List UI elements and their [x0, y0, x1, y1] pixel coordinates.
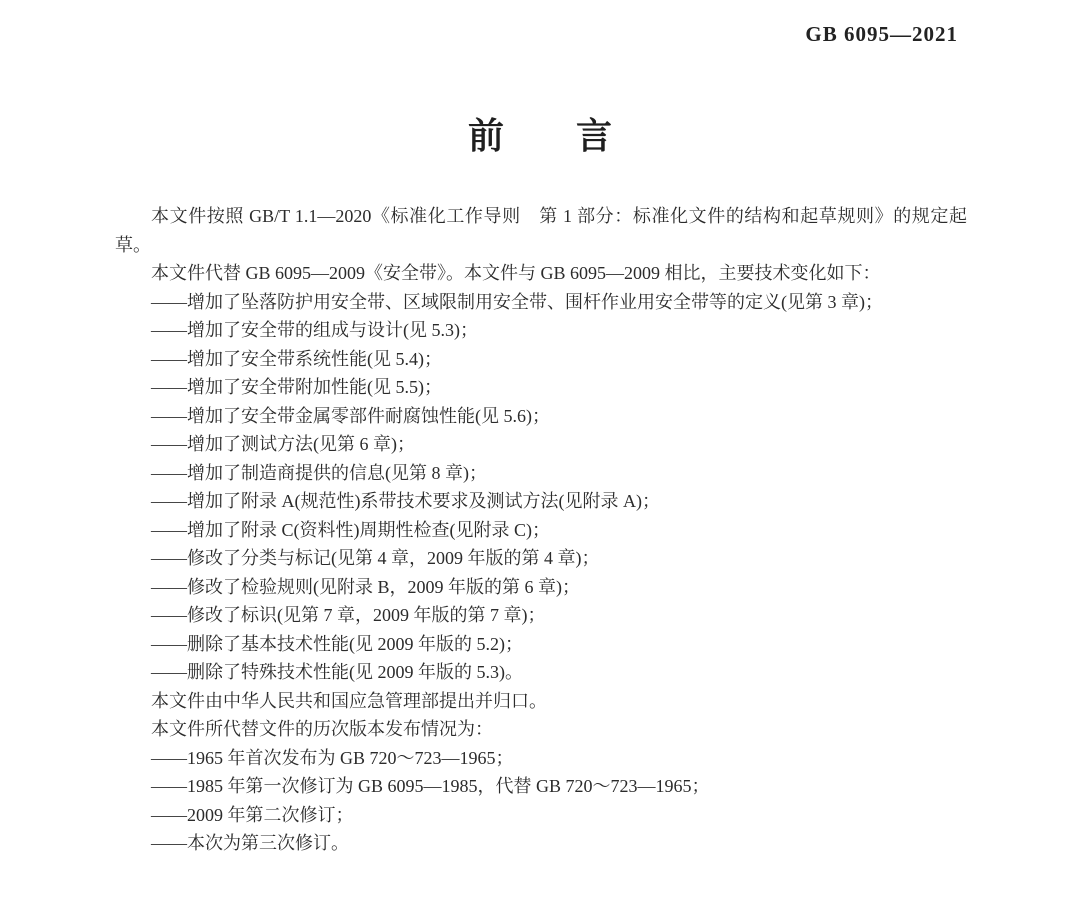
- list-item: ——增加了测试方法(见第 6 章)；: [151, 434, 415, 454]
- list-item: ——增加了安全带的组成与设计(见 5.3)；: [151, 320, 478, 340]
- list-item: ——增加了附录 A(规范性)系带技术要求及测试方法(见附录 A)；: [151, 491, 660, 511]
- list-item: ——修改了检验规则(见附录 B，2009 年版的第 6 章)；: [151, 576, 580, 597]
- list-item: ——1965 年首次发布为 GB 720～723—1965；: [151, 747, 514, 768]
- list-item: ——增加了附录 C(资料性)周期性检查(见附录 C)；: [151, 519, 550, 540]
- list-item: ——增加了安全带附加性能(见 5.5)；: [151, 377, 442, 397]
- list-item: ——删除了特殊技术性能(见 2009 年版的 5.3)。: [151, 662, 523, 682]
- list-item: ——删除了基本技术性能(见 2009 年版的 5.2)；: [151, 633, 523, 654]
- list-item: ——增加了制造商提供的信息(见第 8 章)；: [151, 462, 487, 483]
- paragraph: 本文件所代替文件的历次版本发布情况为：: [151, 719, 493, 739]
- list-item: ——增加了安全带系统性能(见 5.4)；: [151, 348, 442, 369]
- paragraph: 本文件代替 GB 6095—2009《安全带》。本文件与 GB 6095—2009 相比，主要技术变化如下：: [151, 263, 881, 283]
- paragraph: 本文件由中华人民共和国应急管理部提出并归口。: [151, 690, 547, 711]
- list-item: ——修改了分类与标记(见第 4 章，2009 年版的第 4 章)；: [151, 548, 600, 568]
- list-item: ——增加了坠落防护用安全带、区域限制用安全带、围杆作业用安全带等的定义(见第 3 章)；: [151, 291, 883, 312]
- list-item: ——2009 年第二次修订；: [151, 804, 354, 825]
- list-item: ——增加了安全带金属零部件耐腐蚀性能(见 5.6)；: [151, 405, 550, 426]
- paragraph: 本文件按照 GB/T 1.1—2020《标准化工作导则 第 1 部分：标准化文件的结构和起草规则》的规定起草。: [115, 206, 967, 255]
- standard-number: GB 6095—2021: [805, 22, 958, 46]
- document-body: [115, 202, 967, 858]
- page-title: 前 言: [467, 116, 612, 156]
- list-item: ——修改了标识(见第 7 章，2009 年版的第 7 章)；: [151, 605, 546, 625]
- list-item: ——1985 年第一次修订为 GB 6095—1985，代替 GB 720～723—1965；: [151, 776, 710, 796]
- list-item: ——本次为第三次修订。: [151, 833, 349, 853]
